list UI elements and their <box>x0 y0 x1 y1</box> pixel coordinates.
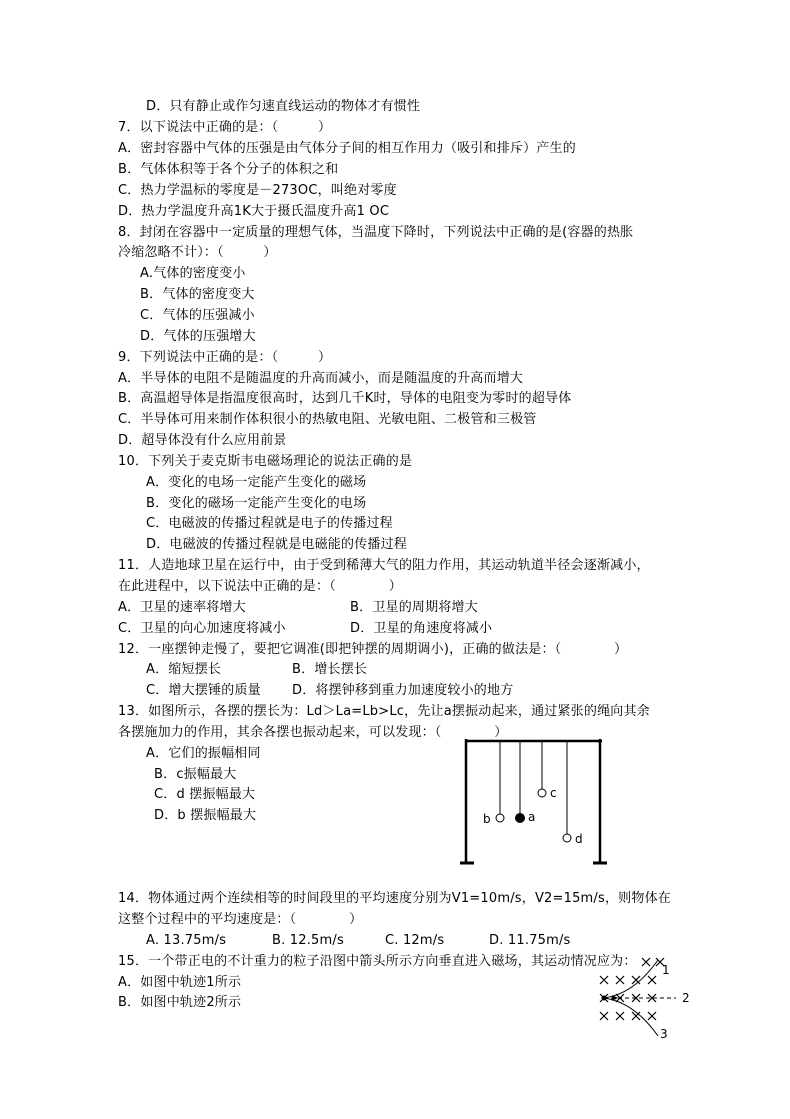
q7-option-c: C．热力学温标的零度是－273OC，叫绝对零度 <box>118 183 397 198</box>
pendulum-b-label: b <box>483 812 491 826</box>
q13-option-d: D．b 摆振幅最大 <box>154 808 257 823</box>
q11-option-c: C．卫星的向心加速度将减小 <box>118 621 286 636</box>
pendulum-d-bob <box>563 834 571 842</box>
q15-option-a: A．如图中轨迹1所示 <box>118 975 242 990</box>
q10-option-c: C．电磁波的传播过程就是电子的传播过程 <box>146 516 393 531</box>
particle-entry-point <box>602 996 607 1001</box>
q7-option-a: A．密封容器中气体的压强是由气体分子间的相互作用力（吸引和排斥）产生的 <box>118 141 576 156</box>
q14-stem-line1: 14．物体通过两个连续相等的时间段里的平均速度分别为V1=10m/s，V2=15m/s，则物体在 <box>118 891 671 906</box>
q11-option-b: B．卫星的周期将增大 <box>350 600 478 615</box>
q15-option-b: B．如图中轨迹2所示 <box>118 995 242 1010</box>
q10-option-d: D．电磁波的传播过程就是电磁能的传播过程 <box>146 537 408 552</box>
q13-stem-line2: 各摆施加力的作用，其余各摆也振动起来，可以发现：（ ） <box>118 725 508 740</box>
pendulum-b-bob <box>496 814 504 822</box>
q7-option-d: D．热力学温度升高1K大于摄氏温度升高1 OC <box>118 204 390 219</box>
q13-option-c: C．d 摆振幅最大 <box>154 787 256 802</box>
q11-option-a: A．卫星的速率将增大 <box>118 600 246 615</box>
q8-option-c: C．气体的压强减小 <box>140 308 255 323</box>
q9-option-c: C．半导体可用来制作体积很小的热敏电阻、光敏电阻、二极管和三极管 <box>118 412 537 427</box>
trajectory-3-label: 3 <box>660 1027 668 1041</box>
trajectory-3 <box>604 998 658 1036</box>
q9-option-a: A．半导体的电阻不是随温度的升高而减小，而是随温度的升高而增大 <box>118 371 524 386</box>
field-cross-marks <box>600 958 664 1020</box>
q13-option-b: B．c振幅最大 <box>154 767 237 782</box>
q12-option-b: B．增长摆长 <box>292 662 368 677</box>
q8-stem-line1: 8．封闭在容器中一定质量的理想气体，当温度下降时，下列说法中正确的是(容器的热胀 <box>118 225 634 240</box>
q10-option-a: A．变化的电场一定能产生变化的磁场 <box>146 475 367 490</box>
q13-option-a: A．它们的振幅相同 <box>146 746 261 761</box>
q14-option-b: B. 12.5m/s <box>272 933 344 948</box>
pendulum-a-label: a <box>528 810 536 824</box>
pendulum-figure <box>455 734 615 869</box>
q7-stem: 7．以下说法中正确的是：（ ） <box>118 120 332 135</box>
q12-option-c: C．增大摆锤的质量 <box>146 683 261 698</box>
q13-stem-line1: 13．如图所示，各摆的摆长为：Ld＞La=Lb>Lc，先让a摆振动起来，通过紧张的绳向其余 <box>118 704 650 719</box>
magnetic-field-figure <box>594 954 704 1044</box>
q11-option-d: D．卫星的角速度将减小 <box>350 621 493 636</box>
trajectory-2-label: 2 <box>682 991 690 1005</box>
q7-option-b: B．气体体积等于各个分子的体积之和 <box>118 162 339 177</box>
trajectory-1-label: 1 <box>662 963 670 977</box>
q9-option-b: B．高温超导体是指温度很高时，达到几千K时，导体的电阻变为零时的超导体 <box>118 391 572 406</box>
pendulum-c-label: c <box>550 786 557 800</box>
q14-option-d: D. 11.75m/s <box>489 933 571 948</box>
q12-option-a: A．缩短摆长 <box>146 662 222 677</box>
q8-stem-line2: 冷缩忽略不计）：（ ） <box>118 245 277 260</box>
q10-stem: 10．下列关于麦克斯韦电磁场理论的说法正确的是 <box>118 454 413 469</box>
q8-option-d: D．气体的压强增大 <box>140 329 256 344</box>
q14-option-a: A. 13.75m/s <box>146 933 227 948</box>
q9-option-d: D．超导体没有什么应用前景 <box>118 433 287 448</box>
q14-stem-line2: 这整个过程中的平均速度是：（ ） <box>118 912 363 927</box>
q6-option-d: D．只有静止或作匀速直线运动的物体才有惯性 <box>146 99 421 114</box>
q8-option-a: A.气体的密度变小 <box>140 266 246 281</box>
q14-option-c: C. 12m/s <box>385 933 445 948</box>
q11-stem-line2: 在此进程中，以下说法中正确的是：（ ） <box>118 579 402 594</box>
q11-stem-line1: 11．人造地球卫星在运行中，由于受到稀薄大气的阻力作用，其运动轨道半径会逐渐减小， <box>118 558 650 573</box>
q12-stem: 12．一座摆钟走慢了，要把它调准(即把钟摆的周期调小)，正确的做法是：（ ） <box>118 642 628 657</box>
pendulum-c-bob <box>538 789 546 797</box>
q9-stem: 9．下列说法中正确的是：（ ） <box>118 350 332 365</box>
q8-option-b: B．气体的密度变大 <box>140 287 255 302</box>
pendulum-a-bob <box>516 814 525 823</box>
q15-stem: 15．一个带正电的不计重力的粒子沿图中箭头所示方向垂直进入磁场，其运动情况应为： <box>118 954 637 969</box>
pendulum-d-label: d <box>575 832 583 846</box>
q10-option-b: B．变化的磁场一定能产生变化的电场 <box>146 496 367 511</box>
q12-option-d: D．将摆钟移到重力加速度较小的地方 <box>292 683 514 698</box>
